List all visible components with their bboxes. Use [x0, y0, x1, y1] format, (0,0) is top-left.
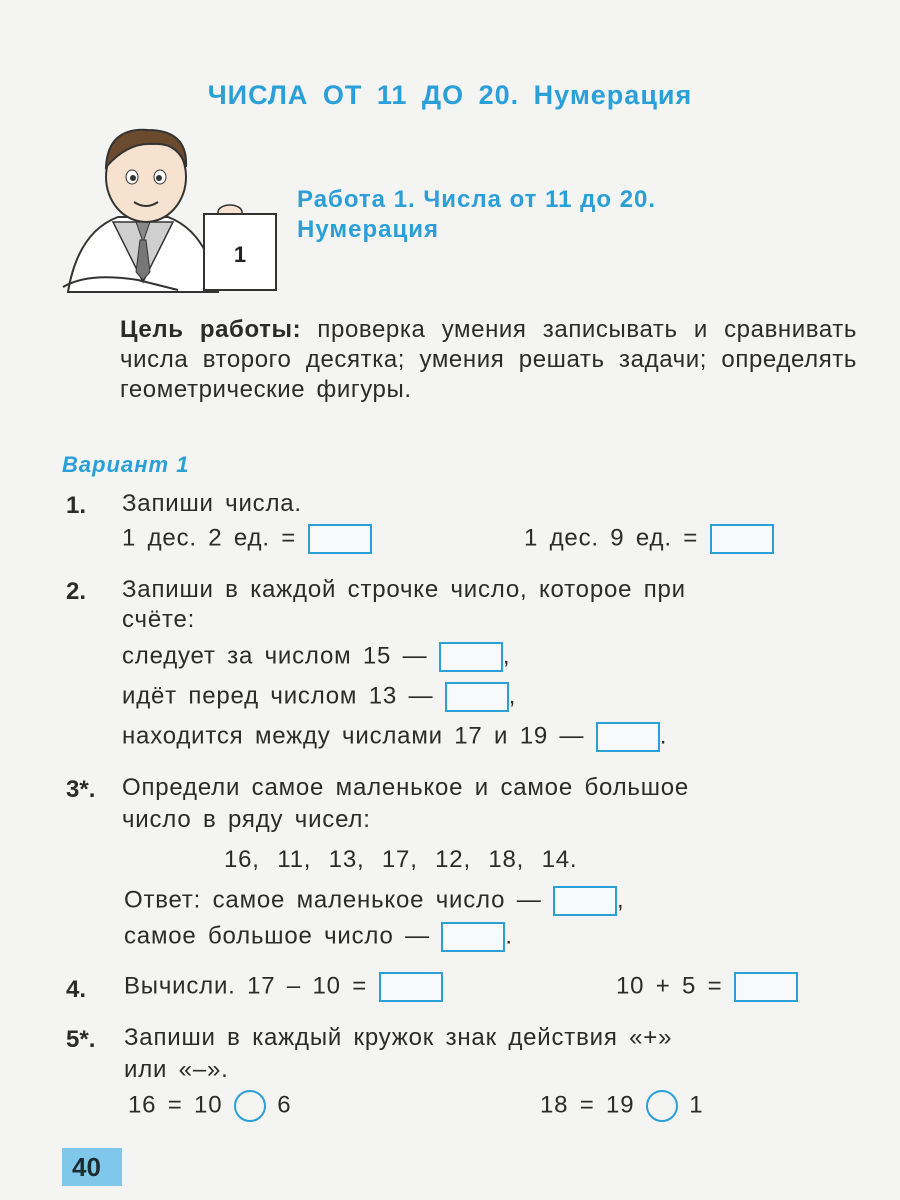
- page-number-tab: [62, 1148, 122, 1186]
- task2-row2-end: ,: [508, 682, 517, 710]
- task2-line1: Запиши в каждой строчке число, которое при: [122, 576, 686, 603]
- task2-row2: [122, 682, 516, 712]
- task5-b-left: 18 = 19: [540, 1091, 635, 1119]
- task2-row2-answer-box[interactable]: [445, 682, 509, 712]
- task1-a-row: [122, 524, 372, 554]
- task3-number: 3*.: [66, 776, 96, 803]
- task5-b-right: 1: [689, 1091, 704, 1119]
- task4-b-answer-box[interactable]: [734, 972, 798, 1002]
- task2-row1: [122, 642, 510, 672]
- task5-number: 5*.: [66, 1026, 96, 1053]
- task4-number: 4.: [66, 976, 87, 1003]
- task3-answer1: [124, 886, 624, 916]
- task3-answer1-box[interactable]: [553, 886, 617, 916]
- card-number: 1: [233, 242, 247, 267]
- task2-line2: счёте:: [122, 606, 196, 633]
- task2-row1-answer-box[interactable]: [439, 642, 503, 672]
- task5-a-left: 16 = 10: [128, 1091, 223, 1119]
- task4-b-text: 10 + 5 =: [616, 972, 723, 1000]
- task1-b-text: 1 дес. 9 ед. =: [524, 524, 699, 552]
- task5-a-sign-circle[interactable]: [234, 1090, 266, 1122]
- task1-b-answer-box[interactable]: [710, 524, 774, 554]
- task2-number: 2.: [66, 578, 87, 605]
- task1-a-text: 1 дес. 2 ед. =: [122, 524, 297, 552]
- task3-answer1-text: Ответ: самое маленькое число —: [124, 886, 542, 914]
- task2-row3-answer-box[interactable]: [596, 722, 660, 752]
- task2-row2-text: идёт перед числом 13 —: [122, 682, 434, 710]
- task5-a-right: 6: [277, 1091, 292, 1119]
- task2-row1-text: следует за числом 15 —: [122, 642, 428, 670]
- task3-number-row: 16, 11, 13, 17, 12, 18, 14.: [224, 846, 578, 873]
- task4-a-text: Вычисли. 17 – 10 =: [124, 972, 368, 1000]
- boy-holding-card-illustration: [58, 122, 288, 302]
- chapter-title: ЧИСЛА ОТ 11 ДО 20. Нумерация: [207, 80, 693, 110]
- task1-b-row: [524, 524, 774, 554]
- task2-row1-end: ,: [502, 642, 511, 670]
- task5-b-row: [540, 1090, 703, 1122]
- task5-line1: Запиши в каждый кружок знак действия «+»: [124, 1024, 673, 1051]
- goal-text: проверка умения записывать и сравнивать числа второго десятка; умения решать задачи; определять геометрические фигуры.: [120, 316, 857, 403]
- task1-a-answer-box[interactable]: [308, 524, 372, 554]
- task1-number: 1.: [66, 492, 87, 519]
- task4-b-row: [616, 972, 798, 1002]
- task4-a-row: [124, 972, 443, 1002]
- task2-row3-text: находится между числами 17 и 19 —: [122, 722, 585, 750]
- task4-a-answer-box[interactable]: [379, 972, 443, 1002]
- task3-line1: Определи самое маленькое и самое большое: [122, 774, 690, 801]
- task3-line2: число в ряду чисел:: [122, 806, 371, 833]
- task2-row3: [122, 722, 667, 752]
- task5-b-sign-circle[interactable]: [646, 1090, 678, 1122]
- variant-label: Вариант 1: [62, 452, 190, 477]
- task5-a-row: [128, 1090, 291, 1122]
- task3-answer2-text: самое большое число —: [124, 922, 430, 950]
- work-title: [297, 185, 656, 245]
- work-title-line1: Работа 1. Числа от 11 до 20.: [297, 186, 657, 213]
- goal-label: Цель работы:: [120, 316, 302, 343]
- task2-row3-end: .: [659, 722, 668, 750]
- task3-answer2-box[interactable]: [441, 922, 505, 952]
- task3-answer1-end: ,: [617, 886, 625, 914]
- task5-line2: или «–».: [124, 1056, 229, 1083]
- task3-answer2: [124, 922, 513, 952]
- task3-answer2-end: .: [505, 922, 513, 950]
- work-goal: [120, 315, 857, 405]
- page-number: 40: [72, 1152, 101, 1182]
- task1-text: Запиши числа.: [122, 490, 302, 517]
- work-title-line2: Нумерация: [297, 216, 439, 243]
